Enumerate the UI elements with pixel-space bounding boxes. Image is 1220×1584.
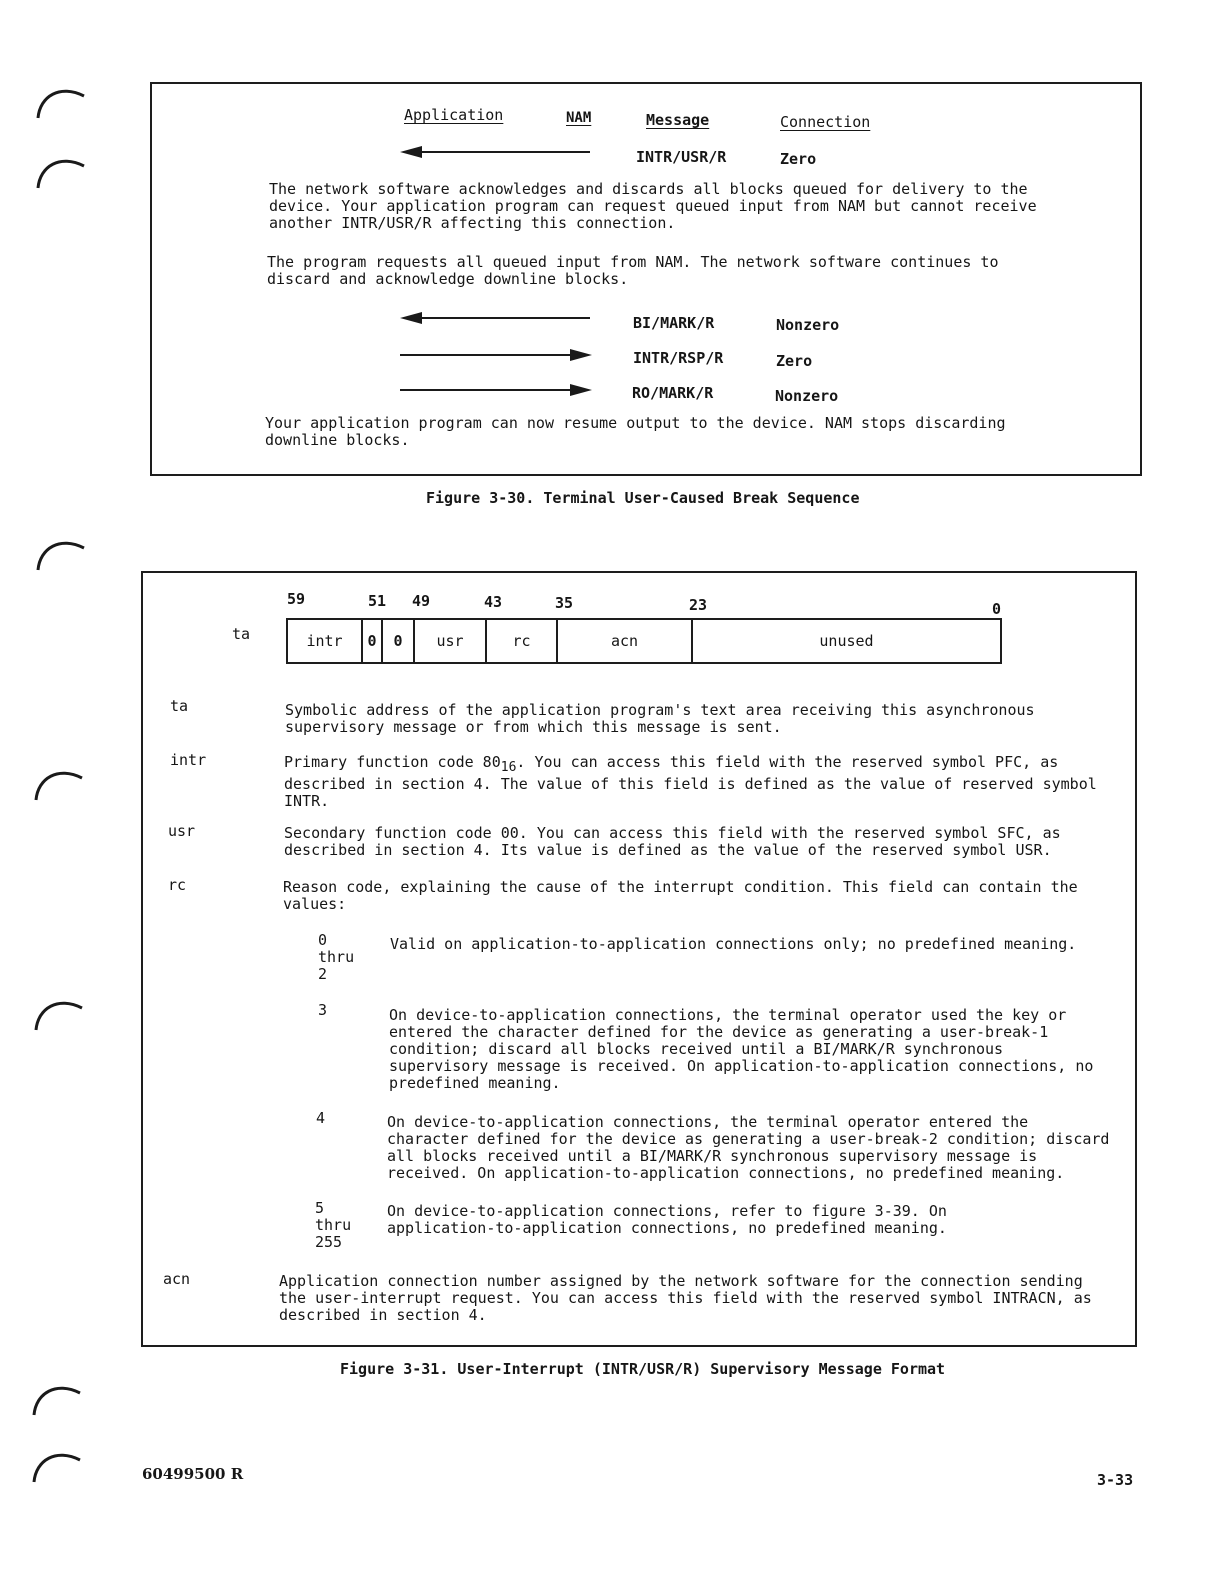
header-application: Application xyxy=(404,106,504,124)
definition-rc: Reason code, explaining the cause of the interrupt condition. This field can contain the values: xyxy=(283,878,1078,913)
definition-intr-text: . You can access this field with the reserved symbol PFC, as described in section 4. The value of this field is defined as the value of reserved symbol INTR. xyxy=(284,753,1097,810)
hex-subscript: 16 xyxy=(500,760,517,775)
paragraph-requests-queued: The program requests all queued input from NAM. The network software continues to discard and acknowledge downline blocks. xyxy=(267,253,999,288)
term-ta: ta xyxy=(170,697,189,715)
definition-acn: Application connection number assigned by the network software for the connection sending the user-interrupt request. You can access this field with the reserved symbol INTRACN, as described in section 4. xyxy=(279,1272,1092,1324)
document-number: 60499500 R xyxy=(142,1465,244,1483)
header-connection: Connection xyxy=(780,113,871,131)
definition-usr: Secondary function code 00. You can access this field with the reserved symbol SFC, as described in section 4. Its value is defined as the value of the reserved symbol USR. xyxy=(284,824,1061,859)
row3-connection: Zero xyxy=(776,352,813,370)
bit-number: 0 xyxy=(992,600,1002,618)
value-code: 4 xyxy=(316,1109,326,1127)
bit-number: 49 xyxy=(412,592,431,610)
row1-connection: Zero xyxy=(780,150,817,168)
binder-hole-mark xyxy=(28,1375,88,1435)
value-description: On device-to-application connections, the terminal operator entered the character defined for the device as generating a user-break-2 condition; discard all blocks received until a BI/MARK/R synchronous supervisory message is received. On application-to-application connections, no predefined meaning. xyxy=(387,1113,1110,1182)
value-description: On device-to-application connections, refer to figure 3-39. On application-to-application connections, no predefined meaning. xyxy=(387,1202,947,1237)
row4-message: RO/MARK/R xyxy=(632,384,714,402)
figure-3-30-caption: Figure 3-30. Terminal User-Caused Break Sequence xyxy=(426,489,860,507)
value-code: 3 xyxy=(318,1001,328,1019)
row2-connection: Nonzero xyxy=(776,316,840,334)
paragraph-acknowledges: The network software acknowledges and discards all blocks queued for delivery to the device. Your application program can request queued input from NAM but cannot receive another INTR/USR/R affecting this connection. xyxy=(269,180,1037,232)
field-intr: intr xyxy=(288,620,363,662)
field-usr: usr xyxy=(415,620,487,662)
message-word-layout xyxy=(286,618,1002,664)
word-label-ta: ta xyxy=(232,625,251,643)
field-rc: rc xyxy=(487,620,558,662)
paragraph-resume-output: Your application program can now resume output to the device. NAM stops discarding downline blocks. xyxy=(265,414,1006,449)
row3-message: INTR/RSP/R xyxy=(633,349,724,367)
page-number: 3-33 xyxy=(1097,1471,1134,1489)
value-code: 5 thru 255 xyxy=(315,1199,352,1251)
value-description: Valid on application-to-application connections only; no predefined meaning. xyxy=(390,935,1077,953)
row4-connection: Nonzero xyxy=(775,387,839,405)
bit-number: 59 xyxy=(287,590,306,608)
header-message: Message xyxy=(646,111,710,129)
row1-message: INTR/USR/R xyxy=(636,148,727,166)
header-nam: NAM xyxy=(566,110,592,126)
bit-number: 51 xyxy=(368,592,387,610)
bit-number: 35 xyxy=(555,594,574,612)
binder-hole-mark xyxy=(28,1442,88,1502)
binder-hole-mark xyxy=(32,530,92,590)
binder-hole-mark xyxy=(32,148,92,208)
term-rc: rc xyxy=(168,876,187,894)
value-description: On device-to-application connections, the terminal operator used the key or entered the character defined for the device as generating a user-break-1 condition; discard all blocks received until a BI/MARK/R synchronous supervisory message is received. On application-to-application connections, no predefined meaning. xyxy=(389,1006,1094,1092)
value-code: 0 thru 2 xyxy=(318,931,355,983)
field-acn: acn xyxy=(558,620,693,662)
binder-hole-mark xyxy=(30,760,90,820)
binder-hole-mark xyxy=(32,78,92,138)
field-unused: unused xyxy=(819,632,874,650)
left-arrow-icon xyxy=(400,145,592,159)
row2-message: BI/MARK/R xyxy=(633,314,715,332)
term-acn: acn xyxy=(163,1270,191,1288)
term-intr: intr xyxy=(170,751,207,769)
binder-hole-mark xyxy=(30,990,90,1050)
bit-number: 43 xyxy=(484,593,503,611)
definition-ta: Symbolic address of the application program's text area receiving this asynchronous supervisory message or from which this message is sent. xyxy=(285,701,1035,736)
left-arrow-icon xyxy=(400,311,592,325)
right-arrow-icon xyxy=(400,348,592,362)
field-zero: 0 xyxy=(383,620,415,662)
figure-3-31-caption: Figure 3-31. User-Interrupt (INTR/USR/R) Supervisory Message Format xyxy=(340,1360,946,1378)
definition-intr xyxy=(284,754,1099,810)
term-usr: usr xyxy=(168,822,196,840)
definition-intr-text: Primary function code 80 xyxy=(284,753,501,771)
field-zero: 0 xyxy=(363,620,383,662)
right-arrow-icon xyxy=(400,383,592,397)
bit-number: 23 xyxy=(689,596,708,614)
